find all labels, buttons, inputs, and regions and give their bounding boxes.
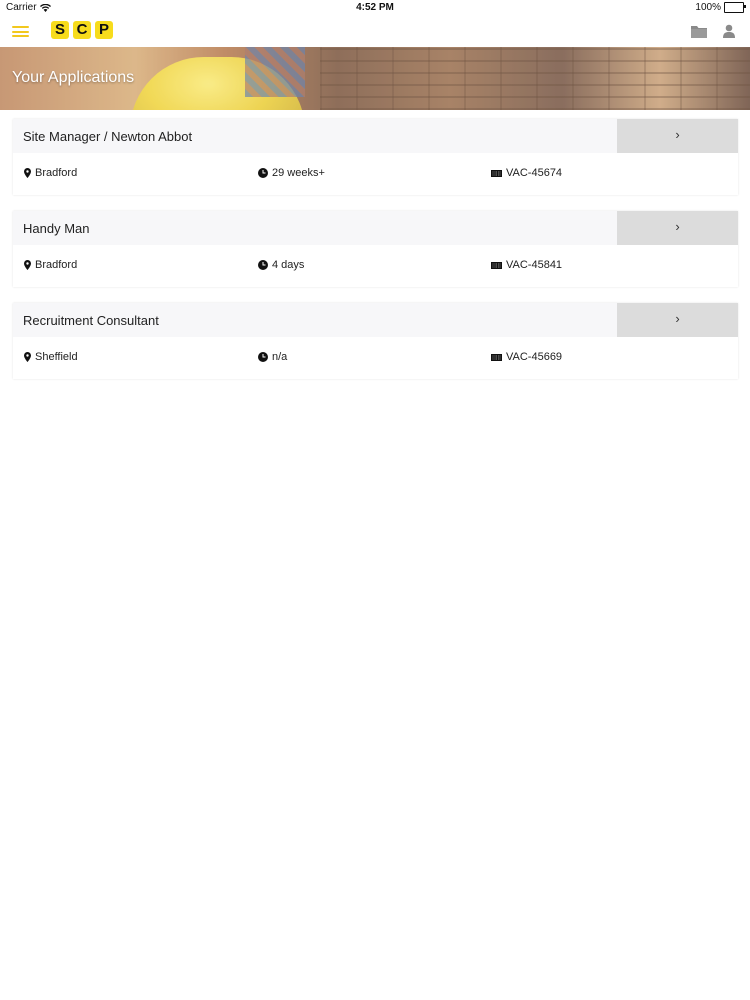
header-banner [0, 47, 750, 110]
clock-icon [258, 352, 268, 362]
view-application-button[interactable]: › [617, 303, 738, 337]
reference-detail [491, 351, 562, 363]
application-card [13, 119, 738, 195]
duration-label: 29 weeks+ [272, 167, 325, 179]
application-title: Recruitment Consultant [23, 313, 159, 328]
application-details [13, 337, 738, 379]
application-header [13, 119, 738, 153]
application-header [13, 303, 738, 337]
view-application-button[interactable]: › [617, 119, 738, 153]
logo-letter-s: S [51, 21, 69, 39]
location-label: Bradford [35, 167, 78, 179]
duration-label: 4 days [272, 259, 305, 271]
page-title: Your Applications [12, 69, 135, 86]
location-label: Bradford [35, 259, 78, 271]
duration-detail [258, 351, 287, 363]
battery-percent: 100% [695, 2, 721, 13]
reference-detail [491, 167, 562, 179]
application-details [13, 245, 738, 287]
reference-label: VAC-45841 [506, 259, 563, 271]
application-header [13, 211, 738, 245]
duration-label: n/a [272, 351, 288, 363]
clock-icon [258, 168, 268, 178]
application-card [13, 303, 738, 379]
application-title: Site Manager / Newton Abbot [23, 129, 193, 144]
hamburger-menu-icon[interactable] [12, 26, 29, 37]
carrier-label: Carrier [6, 2, 37, 13]
barcode-icon [491, 262, 502, 269]
barcode-icon [491, 354, 502, 361]
scp-logo[interactable] [51, 21, 113, 39]
reference-label: VAC-45674 [506, 167, 563, 179]
location-detail [24, 167, 77, 179]
application-title: Handy Man [23, 221, 90, 236]
status-bar [0, 0, 750, 16]
location-pin-icon [24, 168, 31, 178]
clock-icon [258, 260, 268, 270]
applications-list [13, 119, 738, 395]
logo-letter-p: P [95, 21, 113, 39]
location-pin-icon [24, 260, 31, 270]
duration-detail [258, 167, 325, 179]
person-icon[interactable] [723, 24, 735, 38]
logo-letter-c: C [73, 21, 91, 39]
clock: 4:52 PM [356, 2, 394, 13]
location-detail [24, 259, 77, 271]
reference-detail [491, 259, 562, 271]
folder-icon[interactable] [691, 25, 707, 38]
view-application-button[interactable]: › [617, 211, 738, 245]
duration-detail [258, 259, 304, 271]
barcode-icon [491, 170, 502, 177]
location-detail [24, 351, 78, 363]
battery-indicator [695, 2, 744, 13]
application-details [13, 153, 738, 195]
application-card [13, 211, 738, 287]
location-label: Sheffield [35, 351, 78, 363]
reference-label: VAC-45669 [506, 351, 563, 363]
location-pin-icon [24, 352, 31, 362]
battery-icon [724, 2, 744, 13]
nav-bar [0, 16, 750, 48]
